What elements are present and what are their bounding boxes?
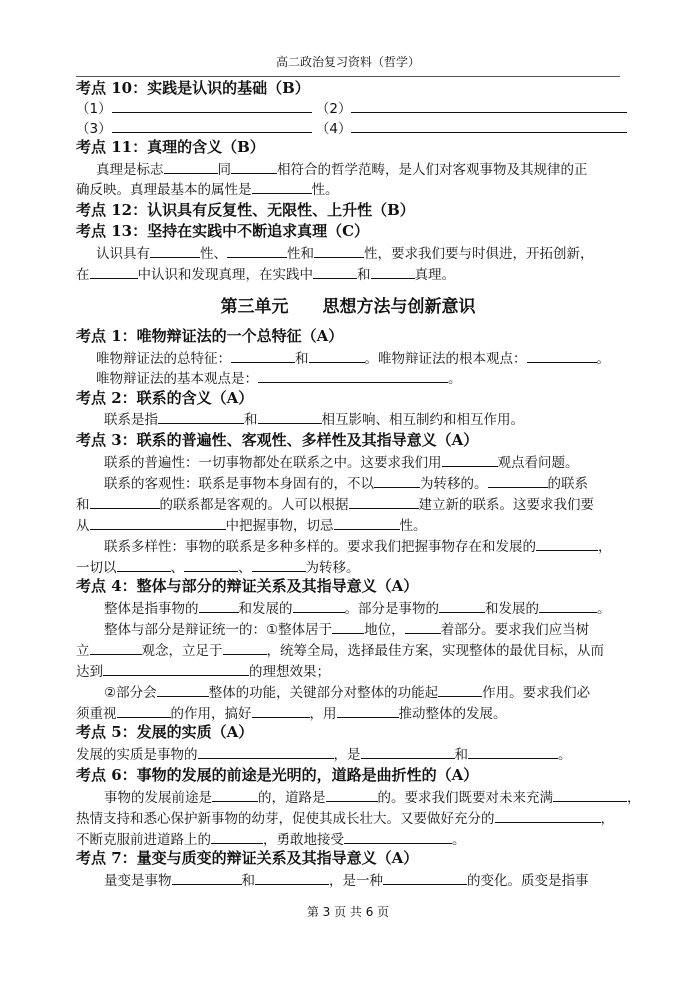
blank[interactable]: [90, 494, 160, 509]
blank[interactable]: [468, 744, 558, 759]
blank[interactable]: [103, 661, 249, 676]
blank[interactable]: [112, 98, 312, 113]
header-divider: [76, 76, 620, 77]
blank[interactable]: [252, 179, 312, 194]
text: 的变化。质变是指事: [467, 873, 589, 889]
text: 。: [596, 351, 610, 367]
kp13-line-2: [76, 264, 668, 285]
blank[interactable]: [405, 619, 441, 634]
text: 和: [454, 747, 468, 763]
blank[interactable]: [231, 348, 295, 363]
page-footer: 第 3 页 共 6 页: [306, 905, 390, 919]
blank[interactable]: [351, 98, 627, 113]
text: 量变是事物: [104, 873, 172, 889]
text: ，用: [309, 706, 337, 722]
text: ②部分会: [104, 685, 157, 701]
blank[interactable]: [258, 368, 448, 383]
text: 。部分是事物的: [344, 601, 439, 617]
blank[interactable]: [112, 118, 312, 133]
text: 发展的实质是事物的: [76, 747, 198, 763]
text: 性和: [287, 246, 314, 262]
text: 和: [76, 497, 90, 513]
blank[interactable]: [351, 118, 627, 133]
blank[interactable]: [199, 598, 239, 613]
kp3-line-5: [76, 536, 696, 557]
text: 为转移。: [305, 560, 360, 576]
blank[interactable]: [212, 787, 258, 802]
text: 性。: [311, 182, 339, 198]
text: 观念，立足于: [141, 643, 223, 659]
blank[interactable]: [438, 682, 482, 697]
kp6-line-2: [76, 808, 668, 829]
blank[interactable]: [374, 473, 420, 488]
blank[interactable]: [117, 557, 171, 572]
text: 整体是指事物的: [104, 601, 199, 617]
kp3-line-4: [76, 515, 668, 536]
text: 整体的功能，关键部分对整体的功能起: [208, 685, 439, 701]
blank[interactable]: [252, 703, 310, 718]
text: 唯物辩证法的基本观点是：: [96, 371, 258, 387]
blank[interactable]: [223, 640, 267, 655]
page-header: 高二政治复习资料（哲学）: [275, 55, 420, 69]
text: ，是: [333, 747, 361, 763]
text: 观点看问题。: [497, 455, 579, 471]
kp10-item-2: （2）: [315, 101, 352, 117]
text: 立: [76, 643, 90, 659]
text: ，: [627, 790, 641, 806]
text: 和: [241, 873, 255, 889]
text: 的作用，搞好: [170, 706, 252, 722]
text: 和发展的: [485, 601, 539, 617]
kp5-line-1: [76, 744, 668, 765]
text: 的理想效果；: [249, 664, 330, 680]
blank[interactable]: [442, 452, 498, 467]
text: 事物的发展前途是: [104, 790, 212, 806]
text: 。: [597, 601, 611, 617]
kp1-title: 考点 1：唯物辩证法的一个总特征（A）: [76, 327, 344, 345]
text: 同: [217, 162, 231, 178]
text: 和发展的: [238, 601, 293, 617]
kp4-line-1: [76, 598, 696, 619]
text: 和: [357, 267, 371, 283]
kp4-line-5: [76, 682, 696, 703]
kp10-item-4: （4）: [315, 121, 352, 137]
kp4-line-2: [76, 619, 696, 640]
kp11-line-1: [76, 159, 688, 180]
kp5-title: 考点 5：发展的实质（A）: [76, 723, 254, 741]
text: 建立新的联系。这要求我们要: [418, 497, 594, 513]
kp3-title: 考点 3：联系的普遍性、客观性、多样性及其指导意义（A）: [76, 431, 479, 449]
blank[interactable]: [90, 515, 226, 530]
text: 须重视: [76, 706, 117, 722]
text: 的联系: [547, 476, 588, 492]
blank[interactable]: [313, 264, 357, 279]
text: 推动整体的发展。: [398, 706, 507, 722]
blank[interactable]: [198, 744, 334, 759]
text: 和: [295, 351, 309, 367]
blank[interactable]: [539, 598, 597, 613]
blank[interactable]: [495, 808, 601, 823]
kp3-line-2: [76, 473, 696, 494]
blank[interactable]: [344, 829, 452, 844]
text: 性。: [399, 518, 427, 534]
text: 性，要求我们要与时俱进，开拓创新，: [364, 246, 594, 262]
blank[interactable]: [349, 494, 419, 509]
text: 地位，: [364, 622, 405, 638]
text: 联系的客观性：联系是事物本身固有的，不以: [104, 476, 374, 492]
blank[interactable]: [309, 348, 365, 363]
text: 相符合的哲学范畴，是人们对客观事物及其规律的正: [277, 162, 588, 178]
blank[interactable]: [117, 703, 171, 718]
kp6-line-1: [76, 787, 696, 808]
blank[interactable]: [164, 159, 218, 174]
text: 热情支持和悉心保护新事物的幼芽，促使其成长壮大。又要做好充分的: [76, 811, 495, 827]
text: 真理。: [414, 267, 455, 283]
text: 。: [448, 371, 462, 387]
text: 达到: [76, 664, 103, 680]
text: 在: [76, 267, 90, 283]
text: ，统筹全局，选择最佳方案，实现整体的最优目标，从而: [266, 643, 604, 659]
kp1-line-1: [76, 348, 688, 369]
blank[interactable]: [371, 264, 415, 279]
text: ，: [600, 811, 614, 827]
text: 的联系都是客观的。人可以根据: [159, 497, 349, 513]
kp4-line-4: [76, 661, 668, 682]
blank[interactable]: [231, 159, 277, 174]
blank[interactable]: [211, 829, 263, 844]
kp10-item-3: （3）: [76, 121, 112, 137]
blank[interactable]: [227, 243, 287, 258]
text: 中把握事物，切忌: [225, 518, 334, 534]
text: 的，道路是: [258, 790, 326, 806]
text: 整体与部分是辩证统一的：①整体居于: [104, 622, 333, 638]
text: 作用。要求我们必: [482, 685, 591, 701]
text: 确反映。真理最基本的属性是: [76, 182, 252, 198]
text: 相互影响、相互制约和相互作用。: [321, 412, 524, 428]
text: 、: [170, 560, 184, 576]
blank[interactable]: [326, 787, 378, 802]
text: 、: [238, 560, 252, 576]
blank[interactable]: [553, 787, 627, 802]
blank[interactable]: [252, 557, 306, 572]
blank[interactable]: [158, 409, 244, 424]
text: 的。要求我们既要对未来充满: [377, 790, 553, 806]
kp7-line-1: [76, 870, 696, 891]
blank[interactable]: [157, 682, 209, 697]
blank[interactable]: [334, 515, 400, 530]
kp10-item-1: （1）: [76, 101, 112, 117]
blank[interactable]: [150, 243, 200, 258]
text: 一切以: [76, 560, 117, 576]
text: 。: [558, 747, 572, 763]
kp3-line-6: [76, 557, 668, 578]
text: 和: [244, 412, 258, 428]
text: 联系的普遍性：一切事物都处在联系之中。这要求我们用: [104, 455, 442, 471]
blank[interactable]: [439, 598, 485, 613]
blank[interactable]: [90, 640, 142, 655]
kp4-title: 考点 4：整体与部分的辩证关系及其指导意义（A）: [76, 577, 419, 595]
text: 性、: [200, 246, 227, 262]
kp13-title: 考点 13：坚持在实践中不断追求真理（C）: [76, 222, 370, 240]
blank[interactable]: [293, 598, 345, 613]
text: 。唯物辩证法的根本观点：: [364, 351, 527, 367]
blank[interactable]: [172, 870, 242, 885]
text: 认识具有: [96, 246, 150, 262]
kp11-line-2: [76, 179, 668, 200]
kp13-line-1: [76, 243, 688, 264]
blank[interactable]: [90, 264, 138, 279]
blank[interactable]: [258, 409, 322, 424]
kp6-line-3: [76, 829, 668, 850]
kp2-title: 考点 2：联系的含义（A）: [76, 389, 254, 407]
blank[interactable]: [536, 536, 598, 551]
blank[interactable]: [184, 557, 238, 572]
text: 唯物辩证法的总特征：: [96, 351, 231, 367]
text: ，是一种: [329, 873, 383, 889]
text: 联系多样性：事物的联系是多种多样的。要求我们把握事物存在和发展的: [104, 539, 536, 555]
blank[interactable]: [383, 870, 467, 885]
blank[interactable]: [527, 348, 597, 363]
unit-title: 第三单元 思想方法与创新意识: [220, 297, 476, 317]
kp10-row-1: [76, 98, 668, 119]
kp2-line-1: [76, 409, 696, 430]
blank[interactable]: [337, 703, 399, 718]
text: 真理是标志: [96, 162, 164, 178]
text: ，勇敢地接受: [263, 832, 344, 848]
kp4-line-6: [76, 703, 668, 724]
blank[interactable]: [361, 744, 455, 759]
kp1-line-2: [76, 368, 688, 389]
kp6-title: 考点 6：事物的发展的前途是光明的，道路是曲折性的（A）: [76, 766, 479, 784]
kp10-row-2: [76, 118, 668, 139]
blank[interactable]: [314, 243, 364, 258]
kp10-title: 考点 10：实践是认识的基础（B）: [76, 79, 310, 97]
text: 联系是指: [104, 412, 158, 428]
kp3-line-1: [76, 452, 696, 473]
blank[interactable]: [332, 619, 364, 634]
kp12-title: 考点 12：认识具有反复性、无限性、上升性（B）: [76, 201, 415, 219]
text: 从: [76, 518, 90, 534]
kp4-line-3: [76, 640, 668, 661]
blank[interactable]: [488, 473, 548, 488]
text: ，: [598, 539, 612, 555]
text: 不断克服前进道路上的: [76, 832, 211, 848]
text: 中认识和发现真理，在实践中: [137, 267, 313, 283]
kp11-title: 考点 11：真理的含义（B）: [76, 138, 265, 156]
text: 为转移的。: [420, 476, 488, 492]
text: 着部分。要求我们应当树: [440, 622, 590, 638]
text: 。: [452, 832, 466, 848]
kp7-title: 考点 7：量变与质变的辩证关系及其指导意义（A）: [76, 849, 419, 867]
blank[interactable]: [255, 870, 329, 885]
kp3-line-3: [76, 494, 668, 515]
